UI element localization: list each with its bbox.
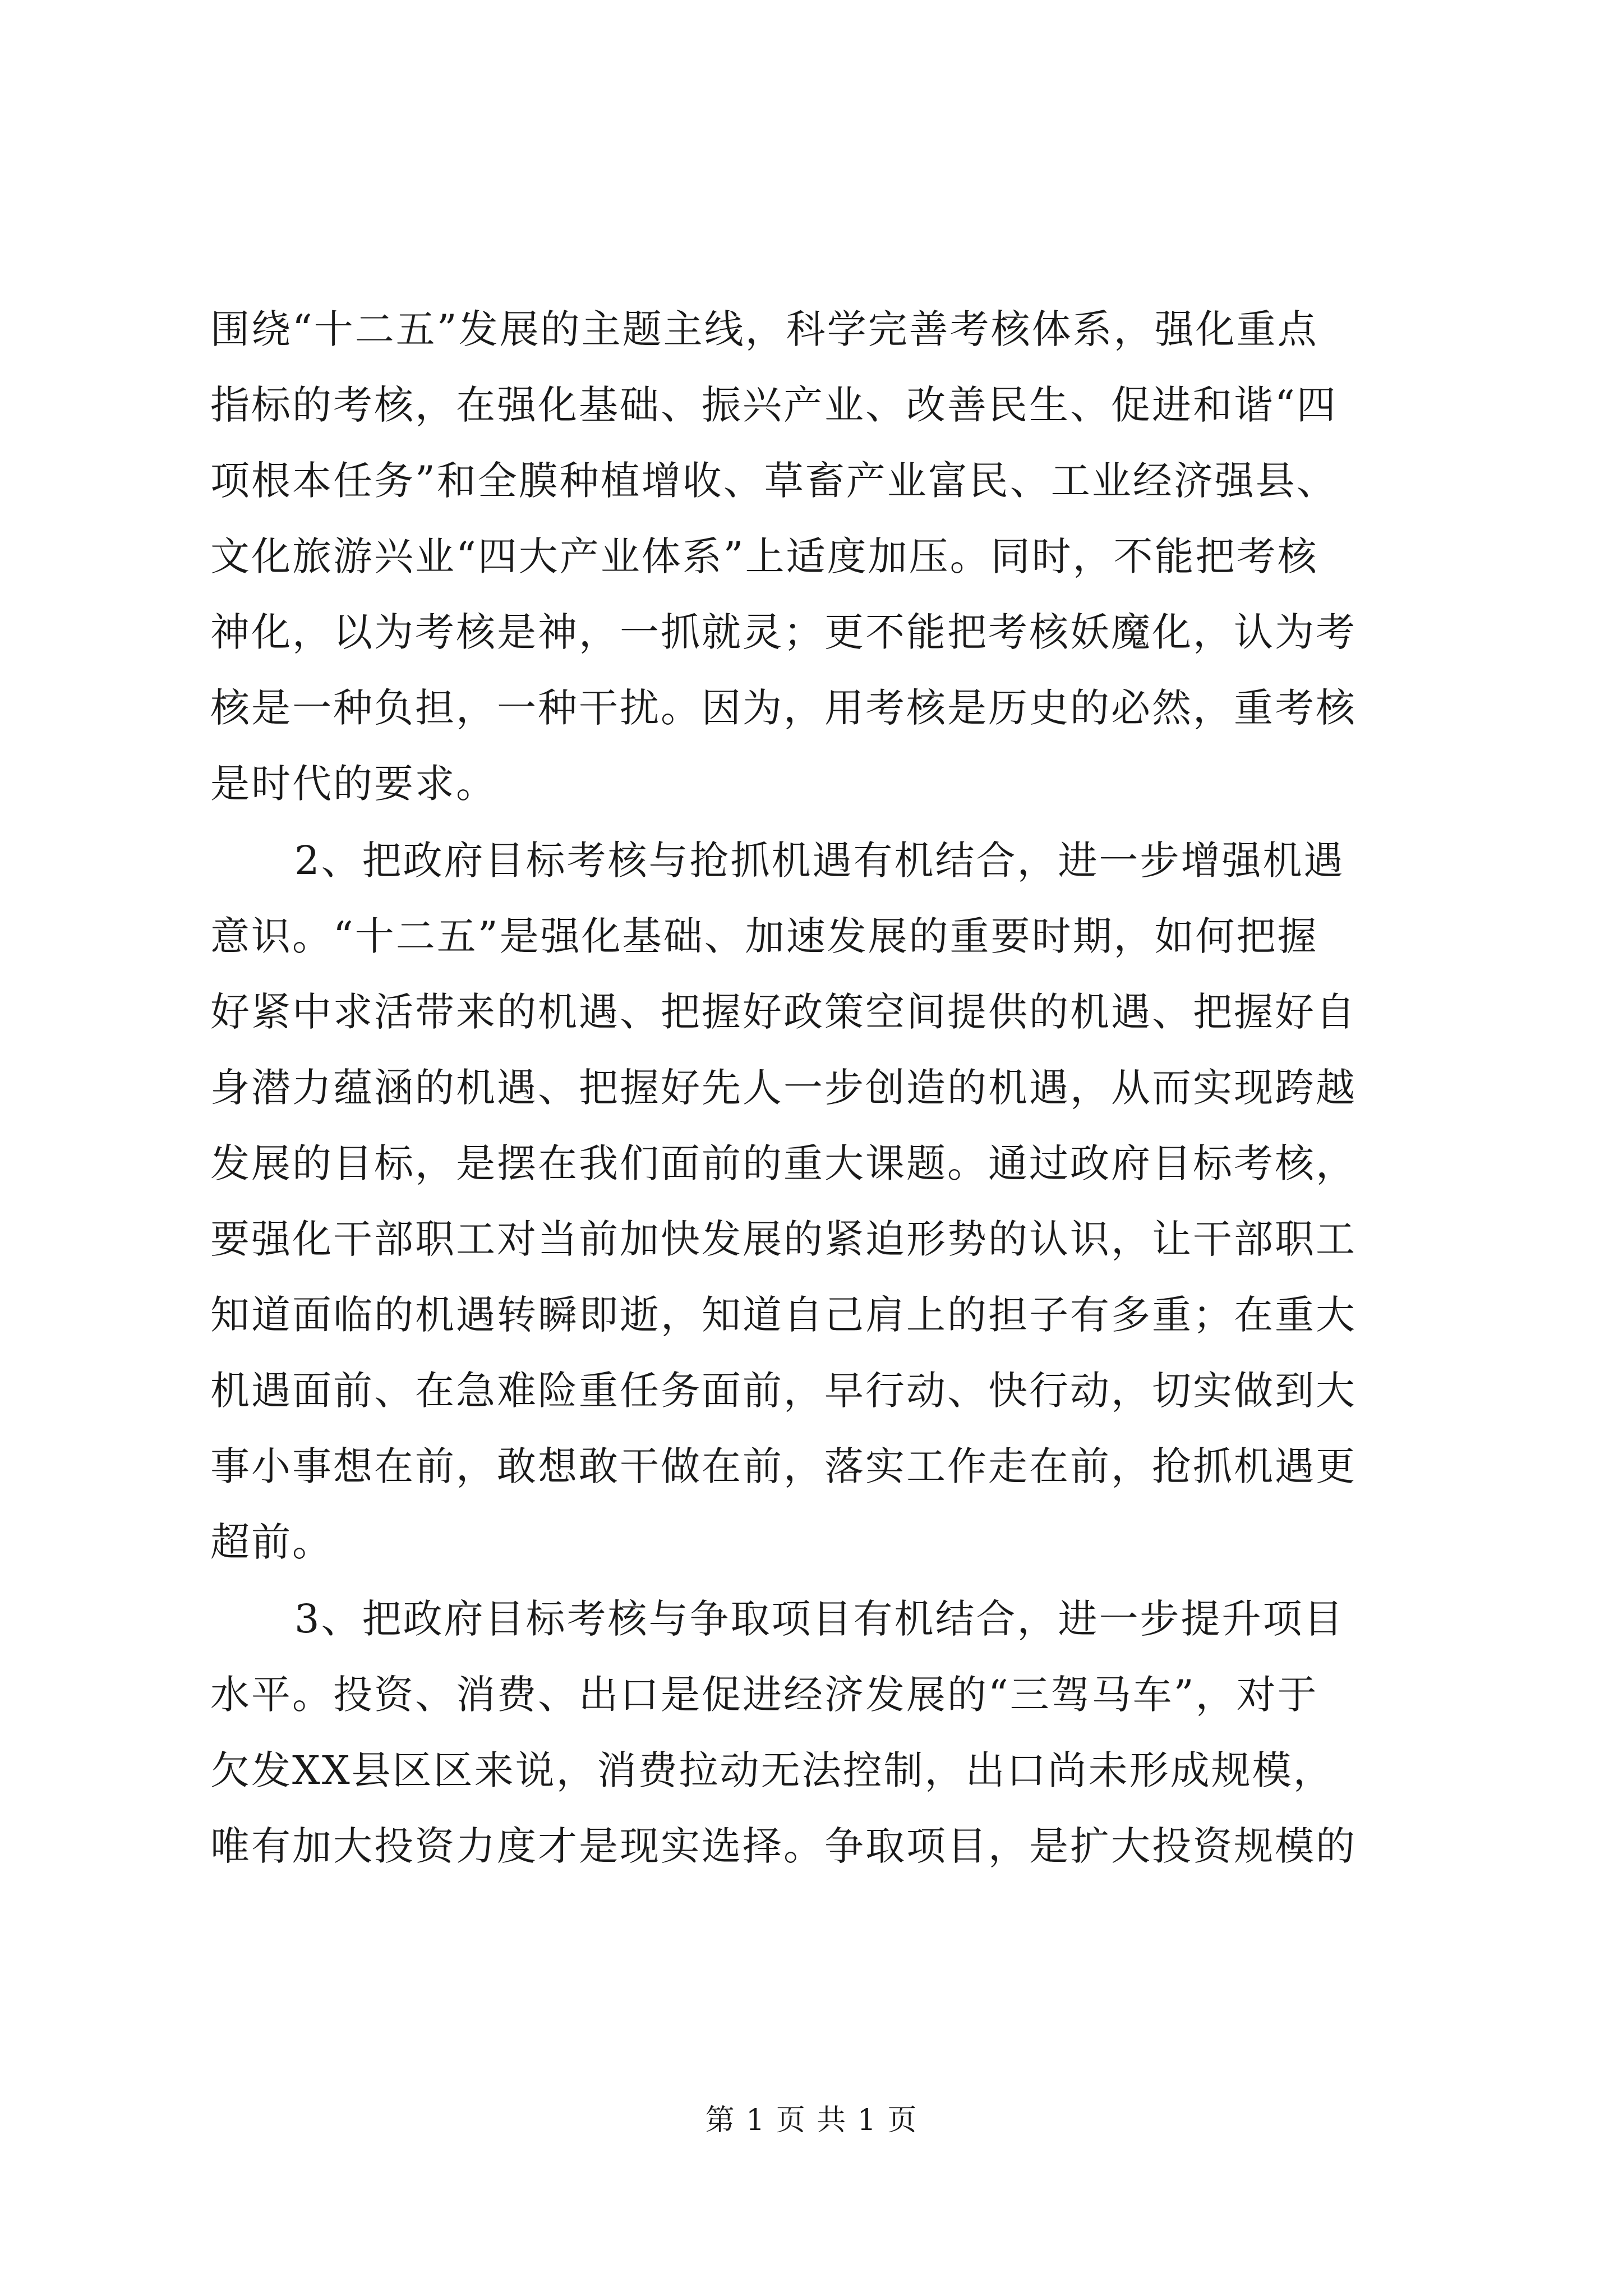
- body-line: 项根本任务”和全膜种植增收、草畜产业富民、工业经济强县、: [210, 458, 1338, 504]
- body-line: 好紧中求活带来的机遇、把握好政策空间提供的机遇、把握好自: [210, 989, 1357, 1035]
- body-line: 唯有加大投资力度才是现实选择。争取项目，是扩大投资规模的: [210, 1823, 1357, 1869]
- body-line: 欠发XX县区区来说，消费拉动无法控制，出口尚未形成规模，: [210, 1747, 1334, 1793]
- body-line: 神化，以为考核是神，一抓就灵；更不能把考核妖魔化，认为考: [210, 609, 1357, 655]
- body-line: 意识。“十二五”是强化基础、加速发展的重要时期，如何把握: [210, 913, 1318, 959]
- body-line: 超前。: [210, 1519, 333, 1565]
- document-body: [210, 292, 1422, 1884]
- body-line: 要强化干部职工对当前加快发展的紧迫形势的认识，让干部职工: [210, 1216, 1357, 1262]
- body-line: 身潜力蕴涵的机遇、把握好先人一步创造的机遇，从而实现跨越: [210, 1065, 1357, 1111]
- body-line: 水平。投资、消费、出口是促进经济发展的“三驾马车”，对于: [210, 1672, 1318, 1718]
- body-line: 文化旅游兴业“四大产业体系”上适度加压。同时，不能把考核: [210, 533, 1318, 579]
- body-line: 知道面临的机遇转瞬即逝，知道自己肩上的担子有多重；在重大: [210, 1292, 1357, 1338]
- body-line: 事小事想在前，敢想敢干做在前，落实工作走在前，抢抓机遇更: [210, 1443, 1357, 1489]
- paragraph-heading-line: 2、把政府目标考核与抢抓机遇有机结合，进一步增强机遇: [294, 838, 1345, 884]
- body-line: 围绕“十二五”发展的主题主线，科学完善考核体系，强化重点: [210, 306, 1318, 352]
- body-line: 发展的目标，是摆在我们面前的重大课题。通过政府目标考核，: [210, 1140, 1357, 1186]
- body-line: 核是一种负担，一种干扰。因为，用考核是历史的必然，重考核: [210, 685, 1357, 731]
- page-footer: 第 1 页 共 1 页: [705, 2104, 918, 2137]
- body-line: 指标的考核，在强化基础、振兴产业、改善民生、促进和谐“四: [210, 382, 1338, 428]
- body-line: 是时代的要求。: [210, 761, 497, 807]
- paragraph-heading-line: 3、把政府目标考核与争取项目有机结合，进一步提升项目: [294, 1596, 1345, 1642]
- body-line: 机遇面前、在急难险重任务面前，早行动、快行动，切实做到大: [210, 1368, 1357, 1414]
